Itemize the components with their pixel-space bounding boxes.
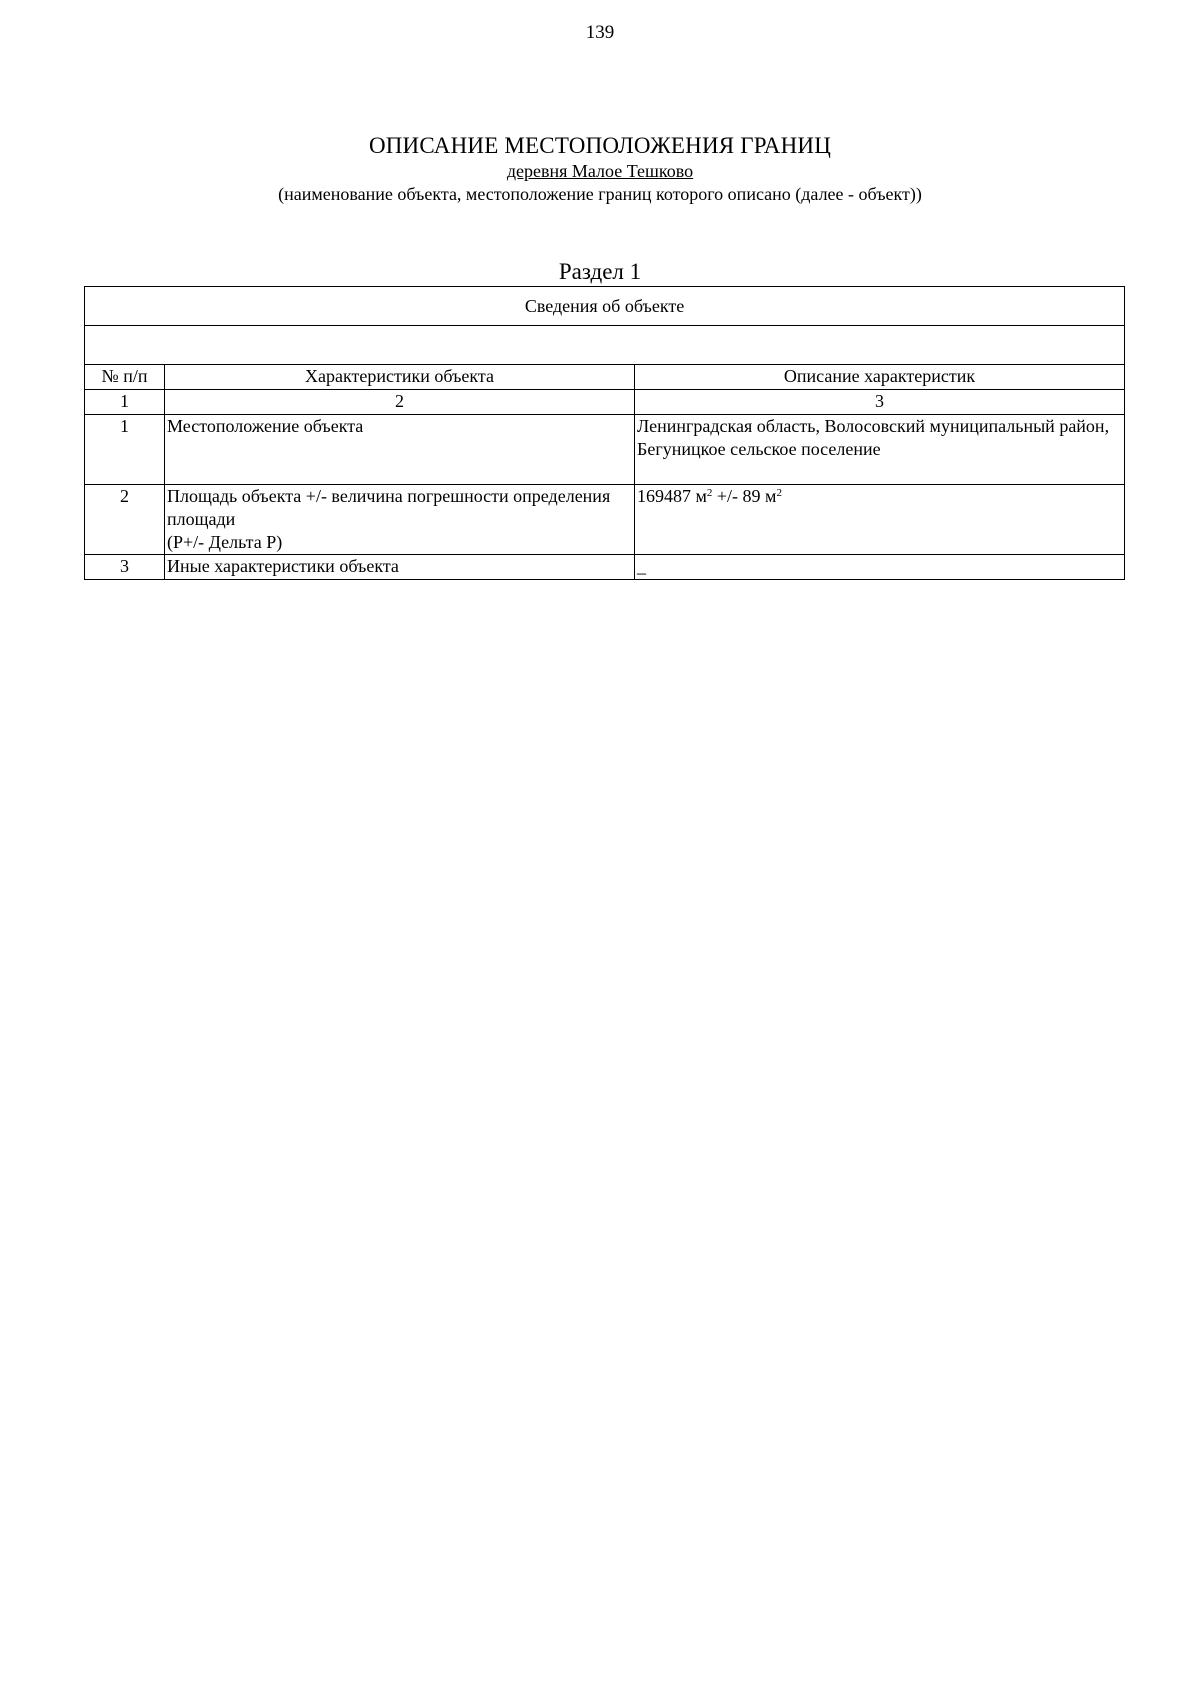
table-header-row xyxy=(85,365,1125,390)
row-description: _ xyxy=(635,555,1125,580)
row-number: 2 xyxy=(85,485,165,555)
document-title: ОПИСАНИЕ МЕСТОПОЛОЖЕНИЯ ГРАНИЦ xyxy=(368,133,832,158)
column-number-1: 1 xyxy=(85,390,165,415)
table-empty-cell xyxy=(85,326,1125,365)
table-row xyxy=(85,555,1125,580)
header-number: № п/п xyxy=(85,365,165,390)
header-description: Описание характеристик xyxy=(635,365,1125,390)
section-title: Раздел 1 xyxy=(558,259,642,284)
row-characteristic xyxy=(165,485,635,555)
column-number-3: 3 xyxy=(635,390,1125,415)
object-info-table xyxy=(84,286,1125,580)
table-row xyxy=(85,485,1125,555)
object-name xyxy=(0,161,1200,182)
table-empty-row xyxy=(85,326,1125,365)
table-caption: Сведения об объекте xyxy=(85,287,1125,326)
object-caption: (наименование объекта, местоположение границ которого описано (далее - объект)) xyxy=(278,184,922,204)
header-characteristic: Характеристики объекта xyxy=(165,365,635,390)
row-characteristic: Местоположение объекта xyxy=(165,415,635,485)
row-characteristic-line: Площадь объекта +/- величина погрешности определения площади xyxy=(167,486,611,529)
row-number: 1 xyxy=(85,415,165,485)
area-tolerance: +/- 89 м xyxy=(712,486,777,506)
row-number: 3 xyxy=(85,555,165,580)
row-characteristic: Иные характеристики объекта xyxy=(165,555,635,580)
table-caption-row xyxy=(85,287,1125,326)
column-number-2: 2 xyxy=(165,390,635,415)
row-description xyxy=(635,485,1125,555)
page-number: 139 xyxy=(585,22,615,43)
table-row xyxy=(85,415,1125,485)
row-characteristic-line: (Р+/- Дельта Р) xyxy=(167,532,283,552)
area-unit-exponent: 2 xyxy=(706,487,713,499)
area-value: 169487 м xyxy=(637,486,707,506)
table-column-numbers-row xyxy=(85,390,1125,415)
tolerance-unit-exponent: 2 xyxy=(776,487,782,499)
object-name-text: деревня Малое Тешково xyxy=(506,161,694,181)
row-description: Ленинградская область, Волосовский муниципальный район, Бегуницкое сельское поселение xyxy=(635,415,1125,485)
